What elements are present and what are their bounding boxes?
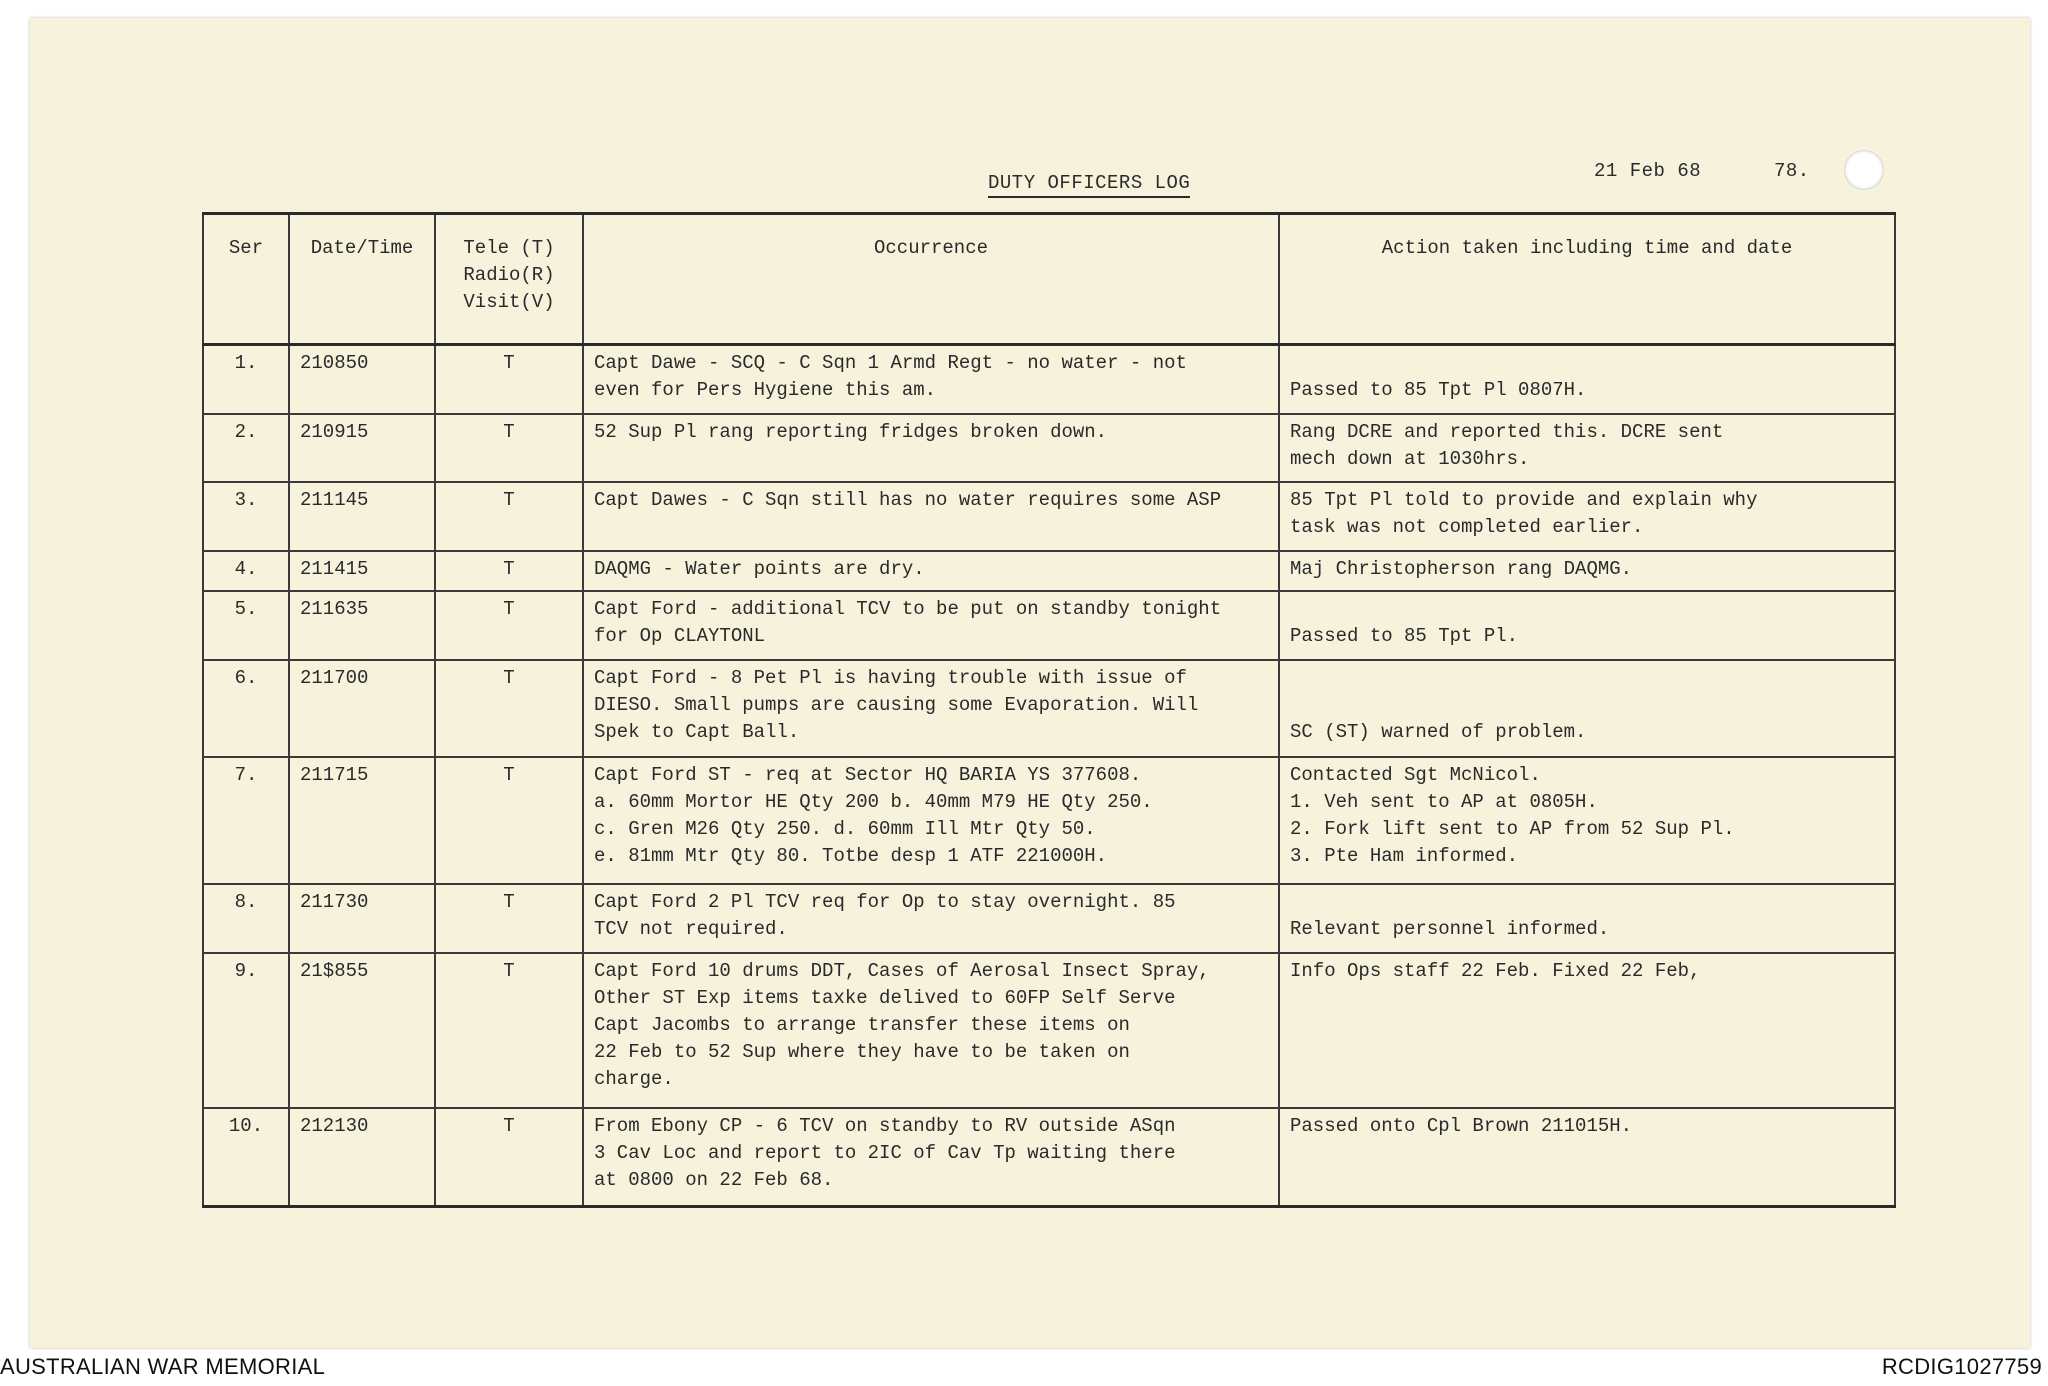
page-number: 78. [1774, 160, 1810, 182]
table-row [203, 757, 1895, 884]
cell-action: 85 Tpt Pl told to provide and explain why task was not completed earlier. [1279, 482, 1895, 551]
cell-occurrence: Capt Dawes - C Sqn still has no water requires some ASP [583, 482, 1279, 551]
cell-action: Passed to 85 Tpt Pl. [1279, 591, 1895, 660]
cell-action: Rang DCRE and reported this. DCRE sent mech down at 1030hrs. [1279, 414, 1895, 483]
cell-occurrence: From Ebony CP - 6 TCV on standby to RV outside ASqn 3 Cav Loc and report to 2IC of Cav Tp waiting there at 0800 on 22 Feb 68. [583, 1108, 1279, 1206]
table-row [203, 1108, 1895, 1206]
header-action-taken: Action taken including time and date [1279, 214, 1895, 345]
catalogue-id-label: RCDIG1027759 [1881, 1354, 2042, 1379]
cell-mode: T [435, 551, 583, 591]
cell-ser: 4. [203, 551, 289, 591]
cell-ser: 9. [203, 953, 289, 1109]
cell-action: Passed onto Cpl Brown 211015H. [1279, 1108, 1895, 1206]
cell-ser: 7. [203, 757, 289, 884]
table-row [203, 345, 1895, 414]
log-date: 21 Feb 68 [1594, 160, 1702, 182]
table-row [203, 884, 1895, 953]
table-row [203, 591, 1895, 660]
duty-log-table [202, 212, 1896, 1208]
table-row [203, 414, 1895, 483]
header-ser: Ser [203, 214, 289, 345]
cell-ser: 5. [203, 591, 289, 660]
cell-action: Maj Christopherson rang DAQMG. [1279, 551, 1895, 591]
cell-action: SC (ST) warned of problem. [1279, 660, 1895, 758]
cell-date-time: 211715 [289, 757, 435, 884]
cell-date-time: 210915 [289, 414, 435, 483]
header-date-time: Date/Time [289, 214, 435, 345]
cell-date-time: 211730 [289, 884, 435, 953]
cell-ser: 10. [203, 1108, 289, 1206]
log-title: DUTY OFFICERS LOG [988, 172, 1190, 198]
cell-mode: T [435, 1108, 583, 1206]
cell-date-time: 211700 [289, 660, 435, 758]
cell-ser: 6. [203, 660, 289, 758]
cell-occurrence: Capt Dawe - SCQ - C Sqn 1 Armd Regt - no water - not even for Pers Hygiene this am. [583, 345, 1279, 414]
cell-mode: T [435, 884, 583, 953]
table-row [203, 660, 1895, 758]
archive-source-label: AUSTRALIAN WAR MEMORIAL [0, 1354, 326, 1379]
table-row [203, 482, 1895, 551]
cell-mode: T [435, 482, 583, 551]
punch-hole [1844, 150, 1884, 190]
cell-action: Contacted Sgt McNicol. 1. Veh sent to AP at 0805H. 2. Fork lift sent to AP from 52 Sup Pl. 3. Pte Ham informed. [1279, 757, 1895, 884]
cell-date-time: 211145 [289, 482, 435, 551]
cell-ser: 1. [203, 345, 289, 414]
cell-action: Info Ops staff 22 Feb. Fixed 22 Feb, [1279, 953, 1895, 1109]
cell-mode: T [435, 345, 583, 414]
table-header-row [203, 214, 1895, 345]
cell-date-time: 21$855 [289, 953, 435, 1109]
cell-occurrence: 52 Sup Pl rang reporting fridges broken down. [583, 414, 1279, 483]
header-contact-mode: Tele (T) Radio(R) Visit(V) [435, 214, 583, 345]
cell-occurrence: DAQMG - Water points are dry. [583, 551, 1279, 591]
cell-date-time: 212130 [289, 1108, 435, 1206]
table-row [203, 551, 1895, 591]
cell-mode: T [435, 660, 583, 758]
cell-occurrence: Capt Ford - additional TCV to be put on standby tonight for Op CLAYTONL [583, 591, 1279, 660]
cell-occurrence: Capt Ford - 8 Pet Pl is having trouble with issue of DIESO. Small pumps are causing some Evaporation. Will Spek to Capt Ball. [583, 660, 1279, 758]
cell-action: Relevant personnel informed. [1279, 884, 1895, 953]
cell-ser: 3. [203, 482, 289, 551]
cell-occurrence: Capt Ford 2 Pl TCV req for Op to stay overnight. 85 TCV not required. [583, 884, 1279, 953]
cell-ser: 8. [203, 884, 289, 953]
cell-date-time: 211635 [289, 591, 435, 660]
cell-ser: 2. [203, 414, 289, 483]
cell-date-time: 211415 [289, 551, 435, 591]
header-occurrence: Occurrence [583, 214, 1279, 345]
cell-mode: T [435, 414, 583, 483]
cell-mode: T [435, 591, 583, 660]
cell-occurrence: Capt Ford ST - req at Sector HQ BARIA YS 377608. a. 60mm Mortor HE Qty 200 b. 40mm M79 HE Qty 250. c. Gren M26 Qty 250. d. 60mm Ill Mtr Qty 50. e. 81mm Mtr Qty 80. Totbe desp 1 ATF 221000H. [583, 757, 1279, 884]
cell-occurrence: Capt Ford 10 drums DDT, Cases of Aerosal Insect Spray, Other ST Exp items taxke delived to 60FP Self Serve Capt Jacombs to arrange transfer these items on 22 Feb to 52 Sup where they have to be taken on charge. [583, 953, 1279, 1109]
cell-action: Passed to 85 Tpt Pl 0807H. [1279, 345, 1895, 414]
cell-date-time: 210850 [289, 345, 435, 414]
table-row [203, 953, 1895, 1109]
cell-mode: T [435, 757, 583, 884]
cell-mode: T [435, 953, 583, 1109]
